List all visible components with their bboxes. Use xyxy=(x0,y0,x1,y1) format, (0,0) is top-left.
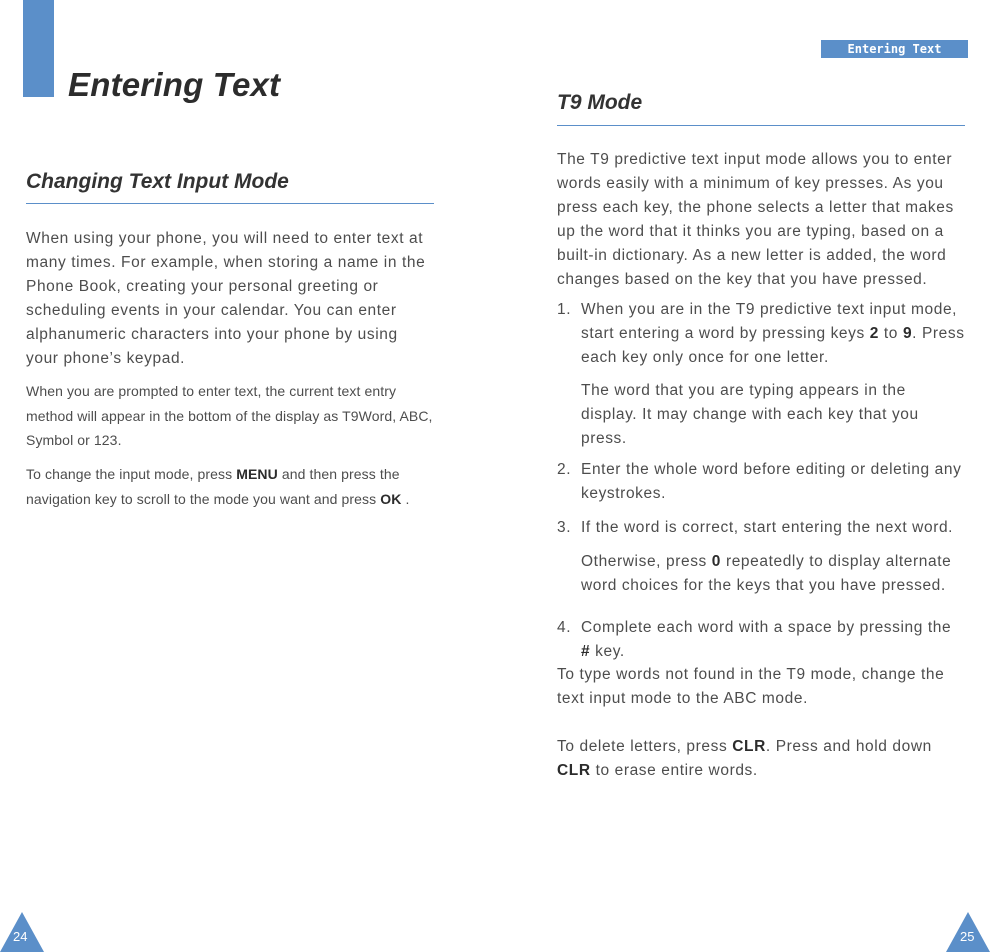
list-item xyxy=(557,298,965,370)
text-fragment: to erase entire words. xyxy=(590,762,758,779)
text-fragment: To change the input mode, press xyxy=(26,466,237,482)
step-number: 1. xyxy=(557,301,572,318)
list-item xyxy=(557,458,965,506)
page-number-left: 24 xyxy=(13,929,28,944)
key-label: 0 xyxy=(711,553,722,570)
change-mode-paragraph xyxy=(26,462,436,511)
ok-key-label: OK xyxy=(380,490,402,507)
key-label: CLR xyxy=(732,738,766,755)
text-fragment: key. xyxy=(590,643,625,660)
page-number-right: 25 xyxy=(960,929,975,944)
list-item xyxy=(557,616,965,664)
menu-key-label: MENU xyxy=(236,466,278,482)
key-label: 9 xyxy=(902,325,913,342)
text-fragment: Complete each word with a space by pressing the xyxy=(581,619,952,636)
section-title-t9: T9 Mode xyxy=(557,91,643,114)
text-fragment: . xyxy=(401,490,410,507)
clr-note xyxy=(557,735,967,783)
step-number: 2. xyxy=(557,461,572,478)
section-title-input-mode: Changing Text Input Mode xyxy=(26,170,289,193)
list-item xyxy=(557,516,965,540)
t9-steps-list xyxy=(557,298,965,664)
text-fragment: Otherwise, press xyxy=(581,553,712,570)
step-number: 3. xyxy=(557,519,572,536)
text-fragment: to xyxy=(878,325,903,342)
header-badge: Entering Text xyxy=(821,40,968,58)
t9-intro-paragraph: The T9 predictive text input mode allows you to enter words easily with a minimum of key presses. As you press each key, the phone selects a letter that makes up the word that it thinks you are typing, based on a built-in dictionary. As a new letter is added, the word changes based on the key that you have pressed. xyxy=(557,151,954,288)
step-number: 4. xyxy=(557,619,572,636)
key-label: 2 xyxy=(869,325,879,342)
chapter-title: Entering Text xyxy=(68,66,281,103)
key-label: # xyxy=(581,643,591,660)
text-fragment: . Press and hold down xyxy=(765,738,932,755)
section-divider xyxy=(557,125,965,126)
chapter-accent-bar xyxy=(23,0,54,97)
text-fragment: Enter the whole word before editing or deleting any keystrokes. xyxy=(581,461,962,502)
key-label: CLR xyxy=(557,762,591,779)
input-method-paragraph: When you are prompted to enter text, the current text entry method will appear in the bottom of the display as T9Word, ABC, Symbol or 123. xyxy=(26,383,433,448)
intro-paragraph: When using your phone, you will need to enter text at many times. For example, when storing a name in the Phone Book, creating your personal greeting or scheduling events in your calendar. You can enter alphanumeric characters into your phone by using your phone’s keypad. xyxy=(26,230,426,367)
abc-mode-note: To type words not found in the T9 mode, change the text input mode to the ABC mode. xyxy=(557,666,945,707)
step-note xyxy=(557,550,965,598)
text-fragment: repeatedly to display alternate word choices for the keys that you have pressed. xyxy=(581,553,952,594)
text-fragment: To delete letters, press xyxy=(557,738,733,755)
step-note: The word that you are typing appears in the display. It may change with each key that you press. xyxy=(581,382,919,447)
text-fragment: If the word is correct, start entering the next word. xyxy=(581,519,954,536)
text-fragment: When you are in the T9 predictive text input mode, start entering a word by pressing keys xyxy=(581,301,958,342)
text-fragment: . Press each key only once for one letter. xyxy=(581,325,965,366)
section-divider xyxy=(26,203,434,204)
text-fragment: and then press the navigation key to scroll to the mode you want and press xyxy=(26,466,400,507)
